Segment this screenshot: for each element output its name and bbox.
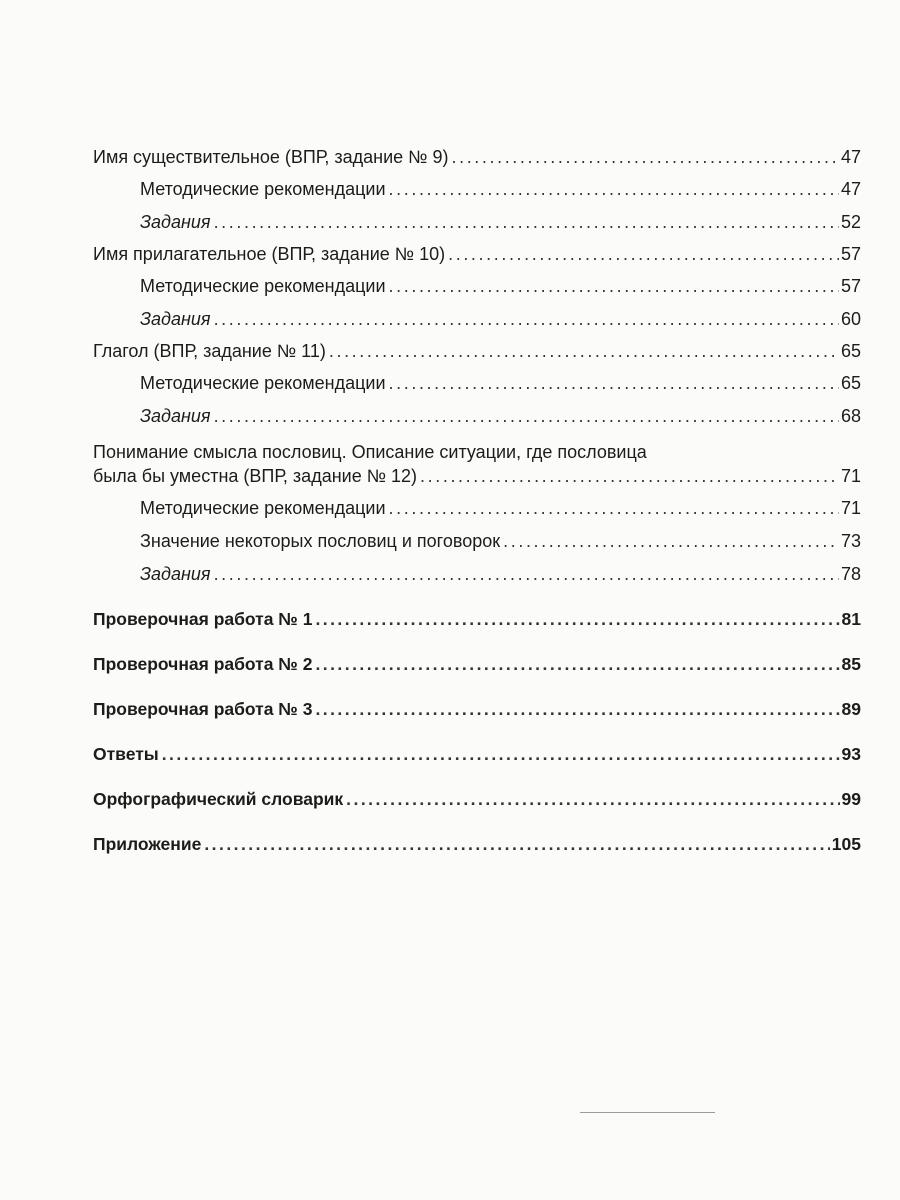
toc-page-number: 78 <box>840 564 861 584</box>
toc-entry-dictionary <box>93 788 861 810</box>
toc-entry-title: Глагол (ВПР, задание № 11) <box>93 341 326 361</box>
toc-entry-title: Ответы <box>93 744 159 764</box>
toc-page-number: 57 <box>840 276 861 296</box>
dot-leader <box>389 275 839 297</box>
toc-page-number: 89 <box>841 699 861 719</box>
dot-leader <box>451 146 838 168</box>
dot-leader <box>162 743 840 765</box>
toc-entry-adj <box>93 243 861 265</box>
toc-entry-title: Проверочная работа № 2 <box>93 654 313 674</box>
toc-entry-noun-method <box>93 178 861 200</box>
toc-entry-title: Методические рекомендации <box>140 498 386 518</box>
dot-leader <box>315 698 839 720</box>
toc-entry-test-3 <box>93 698 861 720</box>
toc-entry-title: Задания <box>140 309 211 329</box>
toc-page-number: 93 <box>841 744 861 764</box>
dot-leader <box>389 497 839 519</box>
dot-leader <box>389 178 839 200</box>
toc-entry-title: Методические рекомендации <box>140 179 386 199</box>
dot-leader <box>214 563 839 585</box>
toc-page-number: 60 <box>840 309 861 329</box>
toc-page-number: 73 <box>840 531 861 551</box>
toc-page-number: 71 <box>840 498 861 518</box>
toc-page-number: 68 <box>840 406 861 426</box>
toc-entry-adj-tasks <box>93 308 861 330</box>
dot-leader <box>214 308 839 330</box>
toc-entry-proverbs-tasks <box>93 563 861 585</box>
toc-entry-title: Значение некоторых пословиц и поговорок <box>140 531 501 551</box>
toc-entry-title: Орфографический словарик <box>93 789 344 809</box>
toc-entry-title: Имя существительное (ВПР, задание № 9) <box>93 147 449 167</box>
toc-page-number: 52 <box>840 212 861 232</box>
toc-entry-proverbs <box>93 439 861 487</box>
toc-entry-verb <box>93 340 861 362</box>
toc-entry-title: Имя прилагательное (ВПР, задание № 10) <box>93 244 446 264</box>
toc-entry-test-2 <box>93 653 861 675</box>
dot-leader <box>503 530 839 552</box>
toc-entry-verb-tasks <box>93 405 861 427</box>
dot-leader <box>420 465 839 487</box>
table-of-contents <box>93 136 861 855</box>
toc-page-number: 81 <box>841 609 861 629</box>
toc-entry-noun-tasks <box>93 211 861 233</box>
dot-leader <box>204 833 829 855</box>
toc-page-number: 57 <box>840 244 861 264</box>
toc-entry-title: Задания <box>140 564 211 584</box>
toc-page-number: 65 <box>840 373 861 393</box>
dot-leader <box>315 653 839 675</box>
toc-entry-title: Понимание смысла пословиц. Описание ситуации, где пословица <box>93 442 647 462</box>
toc-entry-adj-method <box>93 275 861 297</box>
toc-entry-title: Проверочная работа № 3 <box>93 699 313 719</box>
toc-entry-title: Приложение <box>93 834 202 854</box>
dot-leader <box>214 211 839 233</box>
toc-page-number: 85 <box>841 654 861 674</box>
toc-entry-title: была бы уместна (ВПР, задание № 12) <box>93 466 418 486</box>
toc-entry-noun <box>93 146 861 168</box>
toc-entry-title: Задания <box>140 212 211 232</box>
dot-leader <box>448 243 839 265</box>
toc-page-number: 47 <box>840 179 861 199</box>
toc-entry-title: Проверочная работа № 1 <box>93 609 313 629</box>
toc-page-number: 71 <box>840 466 861 486</box>
toc-page-number: 47 <box>840 147 861 167</box>
toc-entry-title: Методические рекомендации <box>140 373 386 393</box>
toc-entry-title: Методические рекомендации <box>140 276 386 296</box>
bottom-rule <box>580 1112 715 1113</box>
toc-page-number: 105 <box>831 834 861 854</box>
toc-entry-test-1 <box>93 608 861 630</box>
toc-entry-title: Задания <box>140 406 211 426</box>
dot-leader <box>214 405 839 427</box>
toc-entry-proverbs-meaning <box>93 530 861 552</box>
toc-entry-verb-method <box>93 372 861 394</box>
toc-entry-proverbs-method <box>93 497 861 519</box>
toc-page-number: 65 <box>840 341 861 361</box>
dot-leader <box>329 340 839 362</box>
dot-leader <box>315 608 839 630</box>
dot-leader <box>389 372 839 394</box>
toc-entry-appendix <box>93 833 861 855</box>
dot-leader <box>346 788 839 810</box>
toc-page-number: 99 <box>841 789 861 809</box>
toc-entry-answers <box>93 743 861 765</box>
